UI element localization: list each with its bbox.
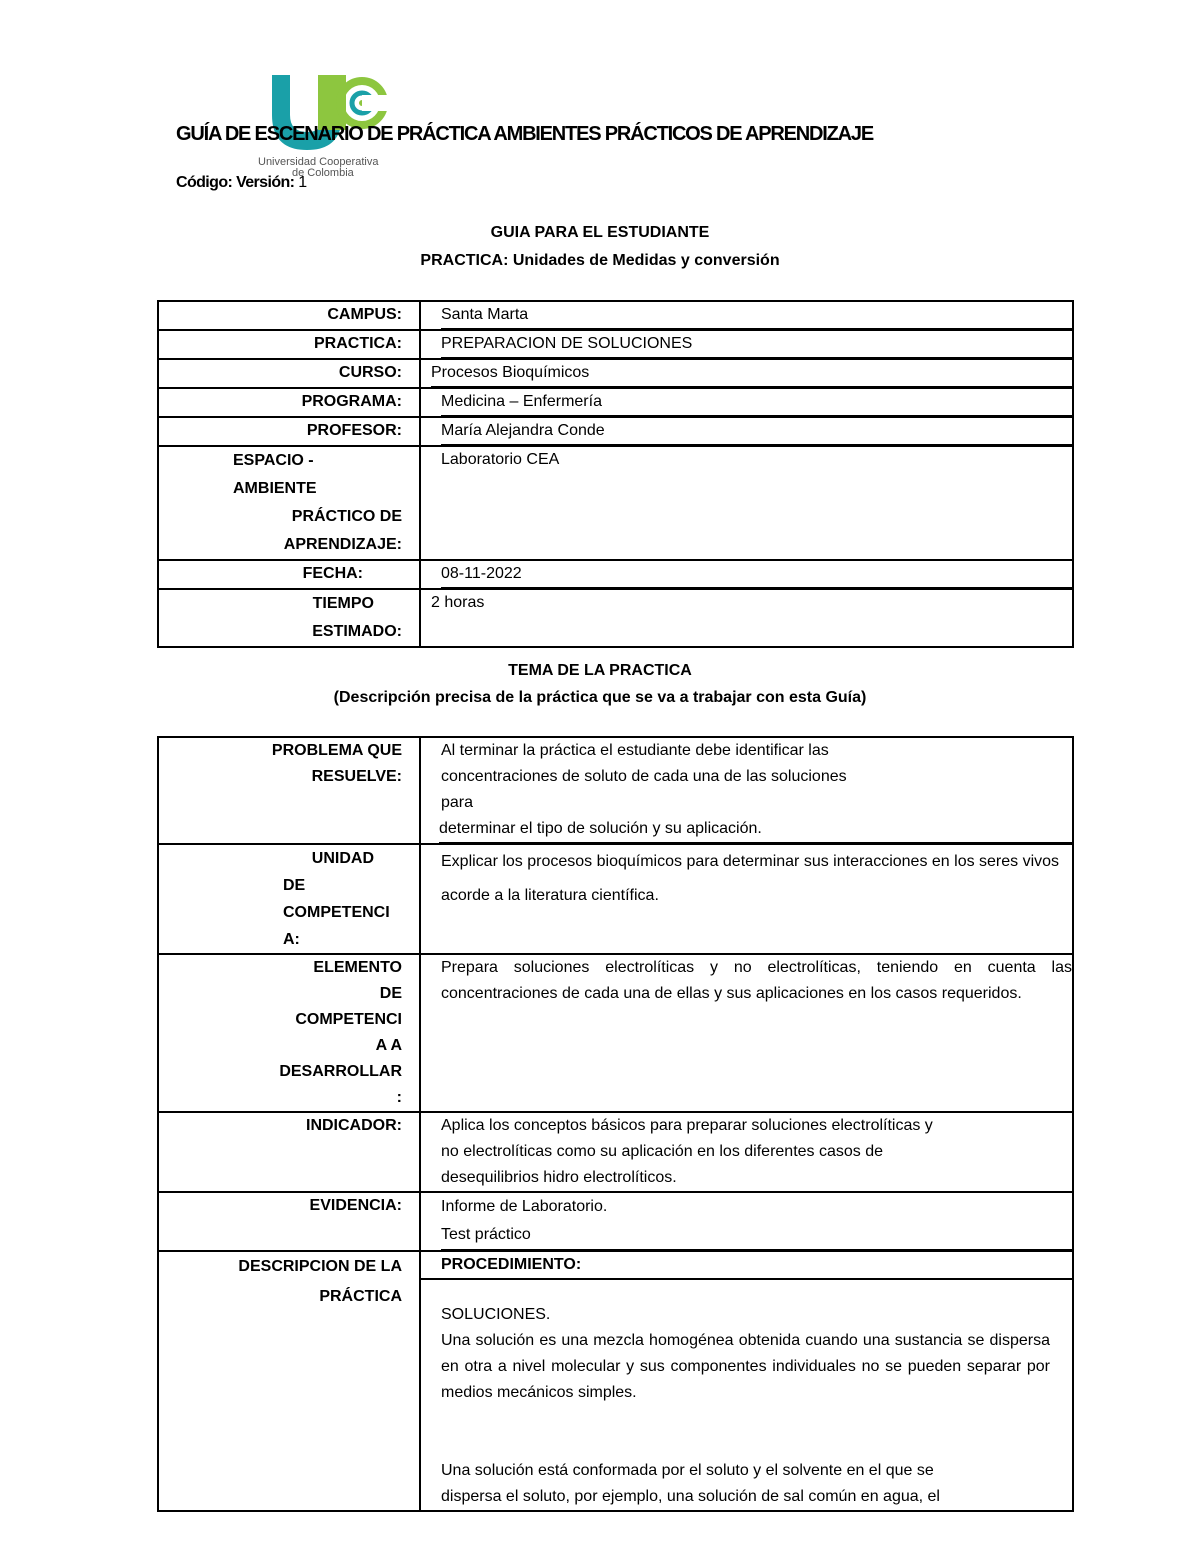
label-line: DE — [283, 877, 306, 894]
row-elemento — [158, 954, 1073, 1112]
info-label — [158, 446, 420, 560]
text-line: no electrolíticas como su aplicación en los diferentes casos de — [441, 1143, 884, 1160]
label-line: UNIDAD — [311, 850, 374, 867]
info-label: PROFESOR: — [158, 417, 420, 446]
label-line: ESPACIO - — [233, 452, 314, 469]
label-line: RESUELVE: — [311, 768, 402, 785]
label-line: : — [396, 1089, 402, 1106]
label-line: A A — [375, 1037, 402, 1054]
paragraph-1: Una solución es una mezcla homogénea obtenida cuando una sustancia se dispersa en otra a nivel molecular y sus componentes individuales no se pueden separar por medios mecánicos simples. — [441, 1332, 1050, 1401]
logo-caption-line2: de Colombia — [292, 167, 354, 179]
info-value: PREPARACION DE SOLUCIONES — [441, 331, 1072, 358]
text-line: para — [441, 794, 474, 811]
label-line: ESTIMADO: — [312, 623, 402, 640]
code-version — [176, 174, 307, 192]
text-line: Informe de Laboratorio. — [441, 1198, 608, 1215]
unidad-text: Explicar los procesos bioquímicos para determinar sus interacciones en los seres vivos acorde a la literatura científica. — [420, 844, 1073, 954]
info-value: 2 horas — [431, 594, 485, 611]
label-line: TIEMPO — [312, 595, 374, 612]
label-line: A: — [283, 931, 300, 948]
info-label: PRACTICA: — [158, 330, 420, 359]
text-line: Al terminar la práctica el estudiante debe identificar las — [441, 742, 829, 759]
info-label: PROGRAMA: — [158, 388, 420, 417]
version-number: 1 — [298, 174, 307, 191]
info-row-fecha — [158, 560, 1073, 589]
info-label — [158, 589, 420, 647]
info-value: María Alejandra Conde — [441, 418, 1072, 445]
text-line: Test práctico — [441, 1221, 1072, 1250]
theme-subtitle: (Descripción precisa de la práctica que se va a trabajar con esta Guía) — [333, 689, 867, 706]
row-label — [158, 737, 420, 844]
label-line: PRÁCTICO DE — [291, 508, 402, 525]
row-evidencia — [158, 1192, 1073, 1251]
info-row-practica — [158, 330, 1073, 359]
text-line: desequilibrios hidro electrolíticos. — [441, 1169, 677, 1186]
label-line: ELEMENTO — [313, 959, 402, 976]
row-indicador — [158, 1112, 1073, 1192]
label-line: COMPETENCI — [283, 904, 390, 921]
label-line: COMPETENCI — [295, 1011, 402, 1028]
row-label — [158, 954, 420, 1112]
label-line: AMBIENTE — [233, 480, 317, 497]
label-line: DE — [379, 985, 402, 1002]
info-row-curso — [158, 359, 1073, 388]
paragraph-2-line2: dispersa el soluto, por ejemplo, una solución de sal común en agua, el — [441, 1488, 940, 1505]
paragraph-2-line1: Una solución está conformada por el soluto y el solvente en el que se — [441, 1462, 934, 1479]
info-row-profesor — [158, 417, 1073, 446]
text-line: concentraciones de soluto de cada una de las soluciones — [441, 768, 847, 785]
row-unidad — [158, 844, 1073, 954]
row-problema — [158, 737, 1073, 844]
student-guide-heading: GUIA PARA EL ESTUDIANTE — [490, 224, 710, 241]
info-value: Medicina – Enfermería — [441, 389, 1072, 416]
procedimiento-heading: PROCEDIMIENTO: — [421, 1252, 1072, 1280]
info-row-campus — [158, 301, 1073, 330]
info-label: FECHA: — [158, 560, 420, 589]
label-line: PRÁCTICA — [319, 1288, 402, 1305]
practice-heading: PRACTICA: Unidades de Medidas y conversión — [420, 252, 780, 269]
info-value: Laboratorio CEA — [441, 451, 560, 468]
info-label: CAMPUS: — [158, 301, 420, 330]
row-descripcion — [158, 1251, 1073, 1511]
info-value: Procesos Bioquímicos — [431, 360, 1072, 387]
theme-title: TEMA DE LA PRACTICA — [508, 662, 692, 679]
section-title: SOLUCIONES. — [441, 1306, 551, 1323]
label-line: APRENDIZAJE: — [283, 536, 402, 553]
info-value: Santa Marta — [441, 302, 1072, 329]
label-line: DESCRIPCION DE LA — [238, 1258, 402, 1275]
document-title: GUÍA DE ESCENARIO DE PRÁCTICA AMBIENTES PRÁCTICOS DE APRENDIZAJE — [176, 123, 873, 145]
text-line: determinar el tipo de solución y su aplicación. — [439, 816, 1072, 843]
info-row-programa — [158, 388, 1073, 417]
row-label: EVIDENCIA: — [158, 1192, 420, 1251]
info-row-tiempo — [158, 589, 1073, 647]
code-version-label: Código: Versión: — [176, 174, 295, 191]
logo-caption-line1: Universidad Cooperativa — [258, 156, 379, 168]
elemento-text: Prepara soluciones electrolíticas y no electrolíticas, teniendo en cuenta las concentraciones de cada una de ellas y sus aplicaciones en los casos requeridos. — [420, 954, 1073, 1112]
text-line: Aplica los conceptos básicos para preparar soluciones electrolíticas y — [441, 1117, 933, 1134]
detail-table — [157, 736, 1074, 1512]
row-label: INDICADOR: — [158, 1112, 420, 1192]
row-label — [158, 1251, 420, 1511]
info-table — [157, 300, 1074, 648]
row-label — [158, 844, 420, 954]
info-row-espacio — [158, 446, 1073, 560]
info-label: CURSO: — [158, 359, 420, 388]
label-line: DESARROLLAR — [279, 1063, 402, 1080]
info-value: 08-11-2022 — [441, 561, 1072, 588]
label-line: PROBLEMA QUE — [271, 742, 402, 759]
